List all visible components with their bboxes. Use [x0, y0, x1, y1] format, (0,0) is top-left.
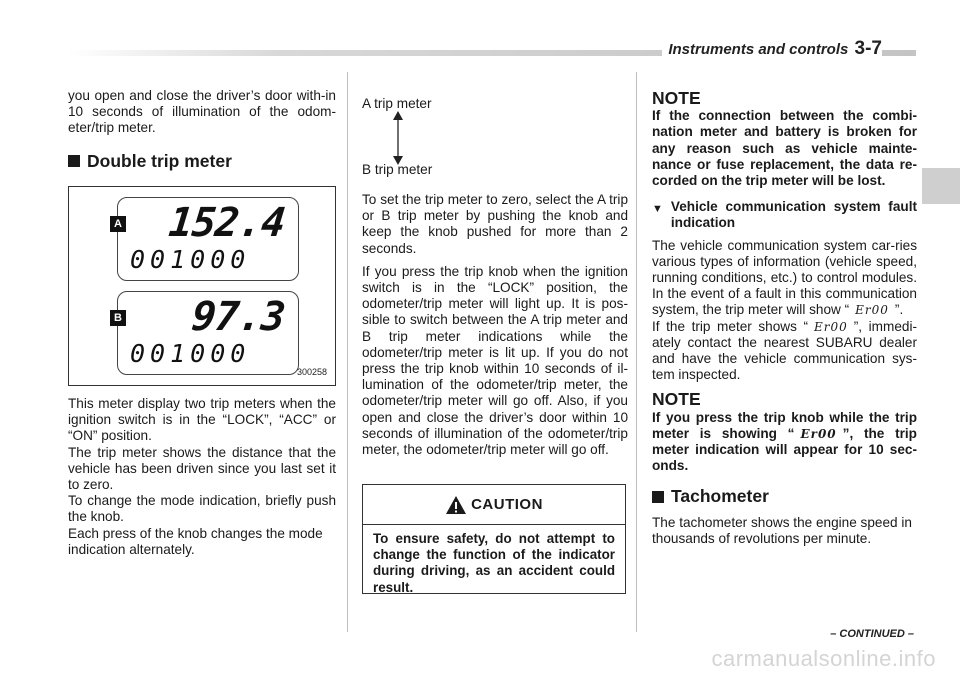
- error-code: Er00: [800, 426, 837, 441]
- note-text: If the connection between the combi-nation meter and battery is broken for any reason such as vehicle mainte-nance or fuse replacement, the data re-corded on the trip meter will be lost.: [652, 108, 917, 189]
- paragraph: Each press of the knob changes the mode indication alternately.: [68, 525, 323, 557]
- trip-b-badge: B: [110, 310, 126, 326]
- paragraph: The trip meter shows the distance that the vehicle has been driven since you last set it to zero.: [68, 444, 336, 493]
- left-column-lower: [68, 396, 336, 558]
- trip-a-value: 152.4: [166, 200, 287, 246]
- note-title: NOTE: [652, 389, 701, 410]
- section-thumb-tab: [922, 168, 960, 204]
- section-heading-double-trip: Double trip meter: [68, 153, 336, 169]
- error-code: Er00: [855, 303, 889, 318]
- warning-triangle-icon: [445, 495, 467, 515]
- diagram-label-b: B trip meter: [362, 162, 433, 177]
- page-number: 3-7: [854, 38, 882, 59]
- column-divider: [347, 72, 348, 632]
- trip-switch-diagram: [362, 96, 482, 180]
- trip-a-badge: A: [110, 216, 126, 232]
- paragraph: This meter display two trip meters when the ignition switch is in the “LOCK”, “ACC” or “ON” position.: [68, 396, 336, 444]
- section-heading-tachometer: Tachometer: [652, 488, 917, 504]
- caution-text: To ensure safety, do not attempt to change the function of the indicator during driving, as an accident could result.: [373, 531, 615, 595]
- note-title: NOTE: [652, 88, 701, 108]
- double-arrow-icon: [390, 110, 406, 166]
- header-title: Instruments and controls: [668, 41, 849, 58]
- section-bullet-icon: [652, 491, 664, 503]
- trip-meter-figure: [68, 186, 336, 386]
- left-column: [68, 88, 336, 183]
- intro-text: you open and close the driver’s door with-in 10 seconds of illumination of the odom-eter/trip meter.: [68, 88, 336, 136]
- note-text: If you press the trip knob while the trip meter is showing “ Er00 ”, the trip meter indication will appear for 10 sec-onds.: [652, 409, 917, 474]
- caution-box: [362, 484, 626, 594]
- trip-b-display: [114, 291, 299, 375]
- column-divider: [636, 72, 637, 632]
- error-code: Er00: [814, 319, 848, 334]
- trip-a-odometer: 001000: [130, 245, 251, 274]
- triangle-bullet-icon: ▼: [652, 203, 663, 216]
- page-header: [662, 38, 882, 60]
- caution-header: [363, 485, 625, 525]
- subsection-heading: ▼ Vehicle communication system fault indication: [652, 199, 917, 231]
- paragraph: If you press the trip knob when the ignition switch is in the “LOCK” position, the odometer/trip meter will light up. It is pos-sible to switch between the A trip meter and B trip meter indications while the odometer/trip meter is lit up. If you do not press the trip knob within 10 seconds of il-lumination of the odometer/trip meter, the odometer/trip meter will go off. Also, if you open and close the driver’s door within 10 seconds of illumination of the odometer/trip meter, the odometer/trip meter will go off.: [362, 263, 628, 458]
- section-bullet-icon: [68, 155, 80, 167]
- caution-label: CAUTION: [471, 496, 543, 513]
- trip-a-display: [114, 197, 299, 281]
- continued-footer: – CONTINUED –: [830, 628, 914, 640]
- middle-column: [362, 192, 628, 465]
- trip-b-value: 97.3: [189, 294, 287, 340]
- trip-b-odometer: 001000: [130, 339, 251, 368]
- diagram-label-a: A trip meter: [362, 96, 432, 111]
- paragraph: The tachometer shows the engine speed in thousands of revolutions per minute.: [652, 514, 912, 546]
- paragraph: The vehicle communication system car-ries various types of information (vehicle speed, running conditions, etc.) to control modules. In the event of a fault in this communication system, the trip meter will show “ Er00 ”.: [652, 237, 917, 318]
- watermark: carmanualsonline.info: [711, 646, 936, 671]
- paragraph: To set the trip meter to zero, select the A trip or B trip meter by pushing the knob and keep the knob pushed for more than 2 seconds.: [362, 192, 628, 256]
- paragraph: To change the mode indication, briefly push the knob.: [68, 493, 336, 525]
- right-column: [652, 90, 917, 554]
- paragraph: If the trip meter shows “ Er00 ”, immedi-ately contact the nearest SUBARU dealer and have the vehicle communication sys-tem inspected.: [652, 318, 917, 383]
- figure-id: 300258: [296, 367, 327, 377]
